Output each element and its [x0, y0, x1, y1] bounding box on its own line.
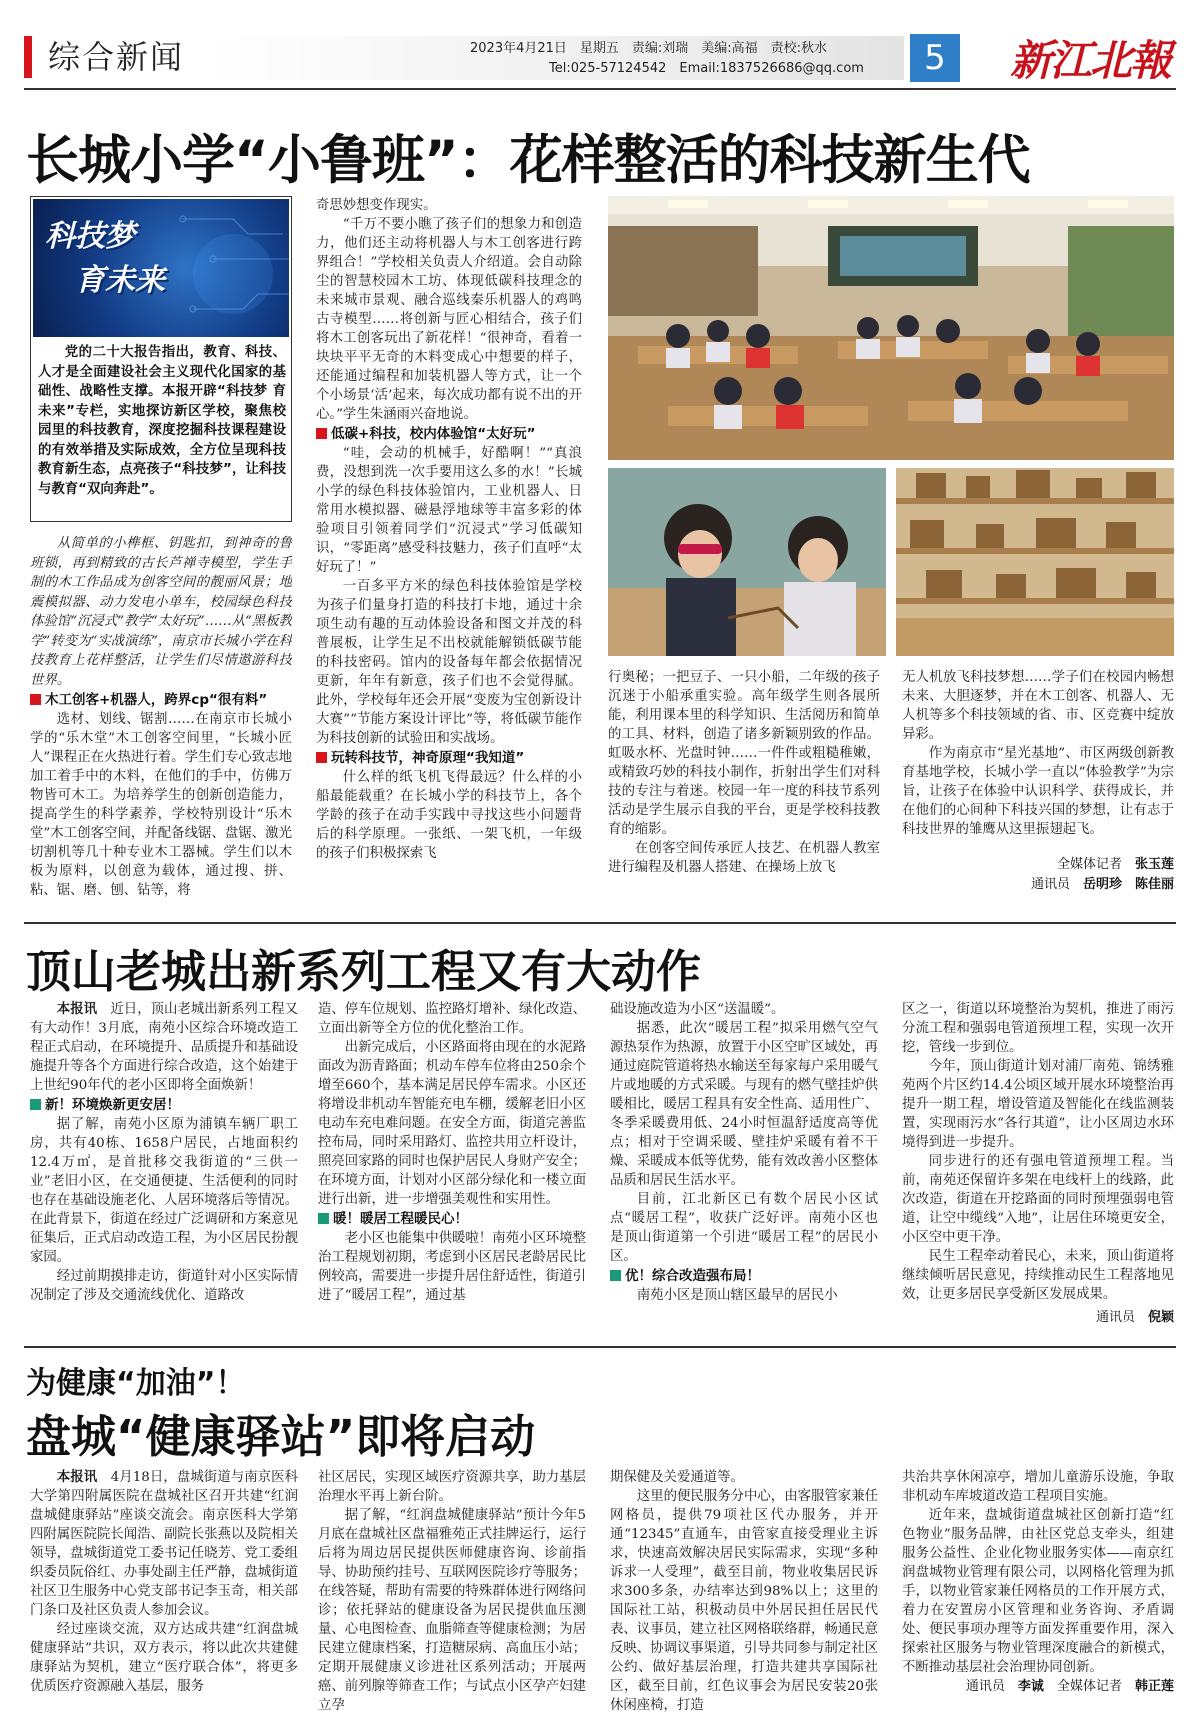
woodwork-photo	[896, 468, 1174, 656]
paragraph: 造、停车位规划、监控路灯增补、绿化改造、立面出新等全方位的优化整治工作。	[318, 1002, 586, 1036]
square-bullet-icon	[316, 752, 327, 763]
byline-role: 通讯员	[1030, 877, 1070, 892]
banner-line-1: 科技梦	[45, 219, 135, 254]
square-bullet-icon	[30, 1099, 41, 1110]
byline-name: 岳明珍 陈佳丽	[1082, 877, 1174, 892]
banner-line-2: 育未来	[75, 263, 165, 298]
article1-col3	[608, 668, 880, 930]
paragraph: 南苑小区是顶山辖区最早的居民小	[636, 1288, 838, 1303]
article3-headline: 盘城“健康驿站”即将启动	[26, 1410, 536, 1463]
byline-role: 通讯员	[1095, 1310, 1135, 1325]
paragraph: 区之一，街道以环境整治为契机，推进了雨污分流工程和强弱电管道预埋工程，实现一次开挖，管线一步到位。	[902, 1002, 1174, 1055]
classroom-photo-image	[608, 196, 1174, 460]
article1-subhead-1	[30, 690, 292, 710]
article3-col3	[610, 1468, 878, 1716]
article-divider	[24, 922, 1176, 924]
paragraph: 期保健及关爱通道等。	[610, 1470, 744, 1485]
subhead-text: 新！环境焕新更安居！	[45, 1097, 180, 1113]
subhead-text: 玩转科技节，神奇原理“我知道”	[331, 750, 525, 766]
article2-col4	[902, 1000, 1174, 1330]
section-title: 综合新闻	[48, 38, 185, 76]
paragraph: 近日，顶山老城出新系列工程又有大动作！3月底，南苑小区综合环境改造工程正式启动，在环境提升、品质提升和基础设施提升等各个方面进行综合改造，这个始建于上世纪90年代的老小区即将全面焕新！	[30, 1002, 298, 1093]
paragraph: 社区居民，实现区域医疗资源共享，助力基层治理水平再上新台阶。	[318, 1470, 586, 1504]
lead-tag: 本报讯	[56, 1002, 97, 1017]
byline-name: 韩正莲	[1134, 1679, 1174, 1694]
article3-headline-top: 为健康“加油”！	[26, 1366, 246, 1401]
article1-lead: 从简单的小榫框、钥匙扣，到神奇的鲁班锁，再到精致的古长芦禅寺模型，学生手制的木工作品成为创客空间的靓丽风景；地震模拟器、动力发电小单车，校园绿色科技体验馆“沉浸式”教学“太好玩”……从“黑板教学”转变为“实战演练”，南京市长城小学在科技教育上花样整活，让学生们尽情遨游科技世界。	[30, 536, 292, 688]
header-date-line: 2023年4月21日 星期五 责编:刘瑞 美编:高福 责校:秋水	[470, 41, 828, 56]
subhead-text: 低碳+科技，校内体验馆“太好玩”	[331, 426, 536, 442]
lead-tag: 本报讯	[56, 1470, 98, 1485]
article1-subhead-3	[316, 748, 582, 768]
paragraph: 选材、划线、锯割……在南京市长城小学的“乐木堂”木工创客空间里，“长城小匠人”课程正在火热进行着。学生们专心致志地加工着手中的木料，在他们的手中，仿佛万物皆可木工。为培养学生的创新创造能力，提高学生的科学素养，学校特别设计“乐木堂”木工创客空间，并配备线锯、盘锯、激光切割机等几十种专业木工器械。学生们以木板为原料，以创意为载体，通过搜、拼、粘、锯、磨、刨、钻等，将	[30, 712, 292, 898]
subhead-text: 暖！暖居工程暖民心！	[333, 1211, 468, 1227]
column-intro-text	[38, 343, 286, 499]
article2-subhead-2	[318, 1209, 586, 1229]
square-bullet-icon	[30, 694, 41, 705]
intro-paragraph: 党的二十大报告指出，教育、科技、人才是全面建设社会主义现代化国家的基础性、战略性支撑。本报开辟“科技梦 育未来”专栏，实地探访新区学校，聚焦校园里的科技教育，深度挖掘科技课程建设的有效举措及实际成效，全方位呈现科技教育新生态，点亮孩子“科技梦”，让科技与教育“双向奔赴”。	[38, 345, 286, 497]
square-bullet-icon	[316, 428, 327, 439]
square-bullet-icon	[318, 1213, 329, 1224]
byline-name: 李诚	[1017, 1679, 1044, 1694]
article3-col1	[30, 1468, 298, 1716]
paragraph: 据了解，南苑小区原为浦镇车辆厂职工房，共有40栋、1658户居民，占地面积约12.4万㎡，是首批移交我街道的“三供一业”老旧小区，在交通便捷、生活便利的同时也存在基础设施老化、人居环境落后等情况。在此背景下，街道在经过广泛调研和方案意见征集后，正式启动改造工程，为小区居民扮靓家园。	[30, 1117, 298, 1265]
paragraph: 老小区也能集中供暖啦！南苑小区环境整治工程规划初期，考虑到小区居民老龄居民比例较高，需要进一步提升居住舒适性，街道引进了“暖居工程”，通过基	[318, 1231, 586, 1303]
article2-headline: 顶山老城出新系列工程又有大动作	[26, 945, 702, 998]
paragraph: 无人机放飞科技梦想……学子们在校园内畅想未来、大胆逐梦，并在木工创客、机器人、无人机等多个科技领域的省、市、区竞赛中绽放异彩。	[902, 670, 1174, 742]
paragraph: 出新完成后，小区路面将由现在的水泥路面改为沥青路面；机动车停车位将由250余个增至660个，基本满足居民停车需求。小区还将增设非机动车智能充电车棚，缓解老旧小区电动车充电难问题。在安全方面，街道完善监控布局，同时采用路灯、监控共用立杆设计，照亮回家路的同时也保护居民人身财产安全；在环境方面，计划对小区部分绿化和一楼立面进行出新，进一步增强美观性和实用性。	[318, 1040, 586, 1207]
students-photo	[608, 468, 886, 656]
column-banner	[33, 199, 289, 337]
article3-col4	[902, 1468, 1174, 1716]
paragraph: 一百多平方米的绿色科技体验馆是学校为孩子们量身打造的科技打卡地，通过十余项生动有趣的互动体验设备和图文并茂的科普展板，让学生足不出校就能解锁低碳节能的科技密码。馆内的设备每年都会依据情况更新，年年有新意，孩子们也不会觉得腻。此外，学校每年还会开展“变废为宝创新设计大赛”“节能方案设计评比”等，将低碳节能作为科技创新的试验田和实战场。	[316, 579, 582, 746]
article2-subhead-1	[30, 1095, 298, 1115]
article1-headline: 长城小学“小鲁班”：花样整活的科技新生代	[26, 130, 1030, 191]
byline-name: 倪颖	[1147, 1310, 1174, 1325]
paragraph: 4月18日，盘城街道与南京医科大学第四附属医院在盘城社区召开共建“红润盘城健康驿站”座谈交流会。南京医科大学第四附属医院院长闻浩、副院长张燕以及院相关领导，盘城街道党工委书记任晓芳、党工委组织委员阮俗红、办事处副主任严静，盘城街道社区卫生服务中心党支部书记李玉奇，相关部门条口及社区负责人参加会议。	[30, 1470, 298, 1618]
header-contact-line: Tel:025-57124542 Email:1837526686@qq.com	[549, 61, 864, 76]
paragraph: 经过座谈交流，双方达成共建“红润盘城健康驿站”共识，双方表示，将以此次共建健康驿站为契机，建立“医疗联合体”，将更多优质医疗资源融入基层，服务	[30, 1622, 298, 1694]
paragraph: 础设施改造为小区“送温暖”。	[610, 1002, 785, 1017]
students-photo-image	[608, 468, 886, 656]
article1-byline-2	[902, 875, 1174, 895]
square-bullet-icon	[610, 1270, 621, 1281]
article3-byline	[902, 1677, 1174, 1697]
article1-subhead-2	[316, 424, 582, 444]
article1-col4	[902, 668, 1174, 930]
page-number: 5	[910, 34, 960, 82]
paragraph: “千万不要小瞧了孩子们的想象力和创造力，他们还主动将机器人与木工创客进行跨界组合！”学校相关负责人介绍道。会自动除尘的智慧校园木工坊、体现低碳科技理念的未来城市景观、融合巡线秦乐机器人的鸡鸣古寺模型……将创新与匠心相结合，孩子们将木工创客玩出了新花样！“很神奇，看着一块块平平无奇的木料变成心中想要的样子，还能通过编程和加装机器人等方式，让一个个小场景‘活’起来，每次成功都有说不出的开心。”学生朱涵雨兴奋地说。	[316, 217, 582, 422]
subhead-text: 优！综合改造强布局！	[625, 1268, 760, 1284]
newspaper-logo: 新江北報	[1010, 36, 1171, 85]
article2-col1	[30, 1000, 298, 1330]
paragraph: 据了解，“红润盘城健康驿站”预计今年5月底在盘城社区盘福雅苑正式挂牌运行，运行后将为周边居民提供医师健康咨询、诊前指导、协助预约挂号、互联网医院诊疗等服务；在线答疑，帮助有需要的特殊群体进行网络问诊；依托驿站的健康设备为居民提供血压测量、心电图检查、血脂筛查等健康检测；为居民建立健康档案，打造糖尿病、高血压小站；定期开展健康义诊进社区系列活动；开展两癌、前列腺等筛查工作；与试点小区孕产妇建立孕	[318, 1508, 586, 1713]
paragraph: 在创客空间传承匠人技艺、在机器人教室进行编程及机器人搭建、在操场上放飞	[608, 841, 880, 875]
byline-role: 全媒体记者	[1056, 857, 1122, 872]
paragraph: 同步进行的还有强电管道预埋工程。当前，南苑还保留许多架在电线杆上的线路，此次改造，街道在开挖路面的同时预埋强弱电管道，让空中缆线“入地”，让居住环境更安全，小区空中更干净。	[902, 1154, 1174, 1245]
classroom-photo	[608, 196, 1174, 460]
article2-col3	[610, 1000, 878, 1330]
header-divider	[24, 88, 1176, 90]
byline-role: 全媒体记者	[1056, 1679, 1122, 1694]
paragraph: 今年，顶山街道计划对浦厂南苑、锦绣雅苑两个片区约14.4公顷区域开展水环境整治再提升一期工程，增设管道及智能化在线监测装置，实现雨污水“各行其道”，让小区周边水环境得到进一步提升。	[902, 1059, 1174, 1150]
paragraph: 作为南京市“星光基地”、市区两级创新教育基地学校，长城小学一直以“体验教学”为宗旨，让孩子在体验中认识科学、获得成长，并在他们的心间种下科技兴国的梦想，让有志于科技世界的雏鹰从这里振翅起飞。	[902, 746, 1174, 837]
article2-subhead-3	[610, 1266, 878, 1286]
paragraph: 这里的便民服务分中心，由客服管家兼任网格员，提供79项社区代办服务，并开通“12345”直通车，由管家直接受理业主诉求，快速高效解决居民实际需求，实现“多种诉求一人受理”，截至目前，物业收集居民诉求300多条，办结率达到98%以上；这里的国际社工站，积极动员中外居民担任居民代表、议事员，建立社区网格联络群，畅通民意反映、协调议事渠道，引导共同参与制定社区公约、做好基层治理，打造共建共享国际社区，截至目前，红色议事会为居民安装20张休闲座椅，打造	[610, 1489, 878, 1713]
article1-byline-1	[902, 855, 1174, 875]
paragraph: 经过前期摸排走访，街道针对小区实际情况制定了涉及交通流线优化、道路改	[30, 1269, 298, 1303]
article3-col2	[318, 1468, 586, 1716]
article2-byline	[902, 1308, 1174, 1328]
paragraph: 行奥秘；一把豆子、一只小船，二年级的孩子沉迷于小船承重实验。高年级学生则各展所能，利用课本里的科学知识、生活阅历和简单的工具、材料，创造了诸多新颖别致的作品。虹吸水杯、光盘时钟……一件件或粗糙稚嫩，或精致巧妙的科技小制作，折射出学生们对科技的专注与着迷。校园一年一度的科技节系列活动是学生展示自我的平台，更是学校科技教育的缩影。	[608, 670, 880, 837]
byline-role: 通讯员	[965, 1679, 1005, 1694]
woodwork-photo-image	[896, 468, 1174, 656]
paragraph: 据悉，此次“暖居工程”拟采用燃气空气源热泵作为热源，放置于小区空旷区域处，再通过庭院管道将热水输送至每家每户采用暖气片或地暖的方式采暖。与现有的燃气壁挂炉供暖相比，暖居工程具有安全性高、适用性广、冬季采暖费用低、24小时恒温舒适度高等优点；相对于空调采暖、壁挂炉采暖有着不干燥、采暖成本低等优势，能有效改善小区整体品质和居民生活水平。	[610, 1021, 878, 1188]
paragraph: 近年来，盘城街道盘城社区创新打造“红色物业”服务品牌，由社区党总支牵头，组建服务公益性、企业化物业服务实体——南京红润盘城物业管理有限公司，以网格化管理为抓手，以物业管家兼任网格员的工作开展方式，着力在安置房小区管理和业务咨询、矛盾调处、便民事项办理等方面发挥重要作用，深入探索社区服务与物业管理深度融合的新模式，不断推动基层社会治理协同创新。	[902, 1508, 1174, 1675]
paragraph: “哇，会动的机械手，好酷啊！”“真浪费，没想到洗一次手要用这么多的水！”长城小学的绿色科技体验馆内，工业机器人、日常用水模拟器、磁悬浮地球等丰富多彩的体验项目引领着同学们“沉浸式”学习低碳知识，“零距离”感受科技魅力，孩子们直呼“太好玩了！”	[316, 446, 582, 575]
subhead-text: 木工创客+机器人，跨界cp“很有料”	[45, 692, 268, 708]
paragraph: 共治共享休闲凉亭，增加儿童游乐设施，争取非机动车库坡道改造工程项目实施。	[902, 1470, 1174, 1504]
paragraph: 目前，江北新区已有数个居民小区试点“暖居工程”，收获广泛好评。南苑小区也是顶山街道第一个引进“暖居工程”的居民小区。	[610, 1192, 878, 1264]
article1-col1	[30, 534, 292, 930]
article1-col2	[316, 196, 582, 930]
article2-col2	[318, 1000, 586, 1330]
paragraph: 民生工程牵动着民心，未来，顶山街道将继续倾听居民意见，持续推动民生工程落地见效，让更多居民享受新区发展成果。	[902, 1249, 1174, 1302]
section-marker	[24, 36, 32, 78]
article-divider	[24, 1346, 1176, 1348]
byline-name: 张玉莲	[1134, 857, 1174, 872]
paragraph: 奇思妙想变作现实。	[316, 198, 437, 213]
paragraph: 什么样的纸飞机飞得最远？什么样的小船最能载重？在长城小学的科技节上，各个学龄的孩子在动手实践中寻找这些小问题背后的科学原理。一张纸、一架飞机，一年级的孩子们积极探索飞	[316, 770, 582, 861]
